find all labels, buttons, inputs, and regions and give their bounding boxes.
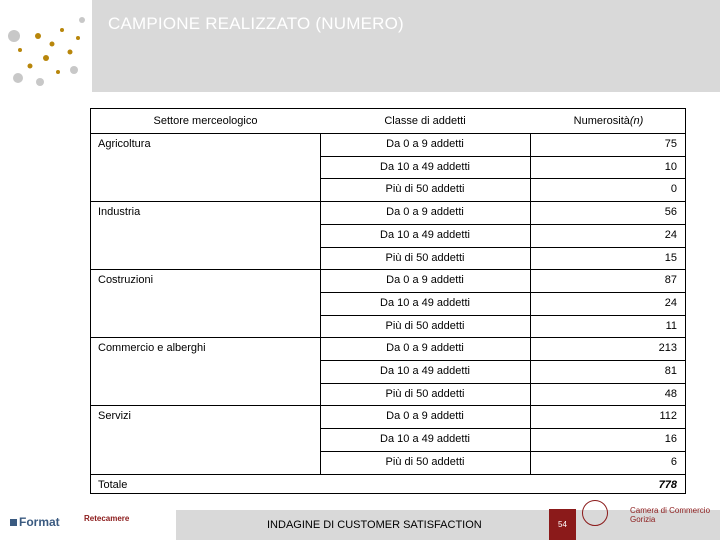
class-cell: Più di 50 addetti bbox=[385, 183, 465, 196]
page-title: CAMPIONE REALIZZATO (NUMERO) bbox=[108, 14, 404, 33]
count-cell: 112 bbox=[659, 410, 677, 423]
sector-label: Costruzioni bbox=[98, 274, 154, 287]
format-logo-square-icon bbox=[10, 519, 17, 526]
class-cell: Più di 50 addetti bbox=[385, 251, 465, 264]
sector-label: Commercio e alberghi bbox=[98, 342, 206, 355]
format-logo bbox=[10, 515, 60, 529]
decorative-dots-logo bbox=[0, 0, 92, 92]
header-sector: Settore merceologico bbox=[153, 115, 258, 127]
count-cell: 11 bbox=[665, 319, 677, 332]
page-number: 54 bbox=[549, 509, 576, 540]
class-cell: Da 0 a 9 addetti bbox=[386, 410, 464, 423]
row-divider bbox=[91, 474, 685, 475]
count-cell: 87 bbox=[664, 274, 677, 287]
total-value: 778 bbox=[658, 478, 677, 491]
class-cell: Più di 50 addetti bbox=[385, 455, 465, 468]
row-divider bbox=[320, 451, 685, 452]
chamber-of-commerce-logo bbox=[630, 506, 710, 524]
row-divider bbox=[320, 428, 685, 429]
class-cell: Da 10 a 49 addetti bbox=[380, 228, 470, 241]
count-cell: 15 bbox=[664, 251, 677, 264]
count-cell: 6 bbox=[670, 455, 677, 468]
footer bbox=[0, 500, 720, 540]
sector-label: Industria bbox=[98, 206, 141, 219]
class-cell: Da 0 a 9 addetti bbox=[386, 274, 464, 287]
header-divider bbox=[91, 133, 685, 134]
count-cell: 10 bbox=[664, 160, 677, 173]
row-divider bbox=[320, 224, 685, 225]
count-cell: 0 bbox=[670, 183, 677, 196]
class-cell: Più di 50 addetti bbox=[385, 319, 465, 332]
row-divider bbox=[320, 315, 685, 316]
row-divider bbox=[320, 247, 685, 248]
count-cell: 48 bbox=[664, 387, 677, 400]
row-divider bbox=[320, 292, 685, 293]
header-class: Classe di addetti bbox=[384, 115, 466, 127]
column-divider bbox=[530, 133, 531, 474]
row-divider bbox=[320, 156, 685, 157]
class-cell: Da 10 a 49 addetti bbox=[380, 160, 470, 173]
class-cell: Da 10 a 49 addetti bbox=[380, 296, 470, 309]
cc-logo-line2: Gorizia bbox=[630, 515, 656, 524]
count-cell: 75 bbox=[664, 138, 677, 150]
footer-title: INDAGINE DI CUSTOMER SATISFACTION bbox=[267, 519, 482, 531]
row-divider bbox=[91, 201, 685, 202]
row-divider bbox=[91, 405, 685, 406]
count-cell: 56 bbox=[664, 206, 677, 219]
cc-logo-line1: Camera di Commercio bbox=[630, 506, 711, 515]
count-cell: 16 bbox=[664, 433, 677, 446]
header-count-unit: (n) bbox=[629, 115, 644, 127]
count-cell: 24 bbox=[664, 228, 677, 241]
total-label: Totale bbox=[98, 478, 128, 491]
count-cell: 24 bbox=[664, 296, 677, 309]
retecamere-logo: Retecamere bbox=[84, 514, 130, 523]
class-cell: Da 0 a 9 addetti bbox=[386, 206, 464, 219]
class-cell: Da 10 a 49 addetti bbox=[380, 365, 470, 377]
row-divider bbox=[320, 178, 685, 179]
class-cell: Da 10 a 49 addetti bbox=[380, 433, 470, 446]
sector-label: Agricoltura bbox=[98, 138, 151, 150]
class-cell: Più di 50 addetti bbox=[385, 387, 465, 400]
header-count-text: Numerosità bbox=[573, 115, 630, 127]
sample-table bbox=[90, 108, 686, 494]
class-cell: Da 0 a 9 addetti bbox=[386, 138, 464, 150]
seal-icon bbox=[582, 500, 608, 526]
sector-label: Servizi bbox=[98, 410, 132, 423]
format-logo-text: Format bbox=[19, 515, 60, 529]
count-cell: 81 bbox=[664, 365, 677, 377]
row-divider bbox=[91, 269, 685, 270]
row-divider bbox=[91, 337, 685, 338]
column-divider bbox=[320, 133, 321, 474]
row-divider bbox=[320, 360, 685, 361]
header-count bbox=[530, 109, 687, 133]
class-cell: Da 0 a 9 addetti bbox=[386, 342, 464, 355]
row-divider bbox=[320, 383, 685, 384]
count-cell: 213 bbox=[658, 342, 677, 355]
